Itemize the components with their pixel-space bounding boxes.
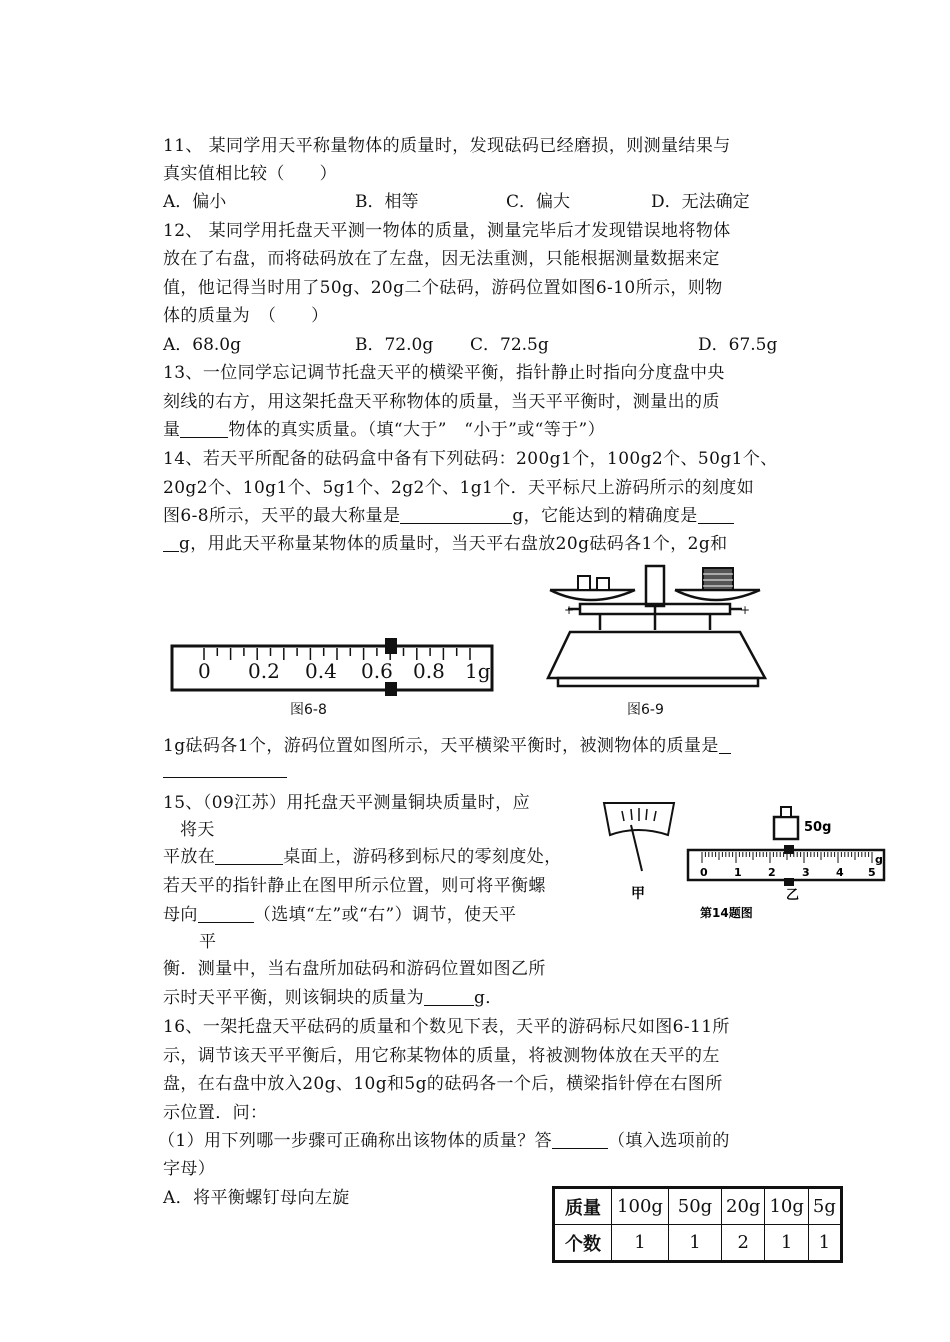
table-cell: 50g [669, 1188, 722, 1225]
q16-line2: 示，调节该天平平衡后，用它称某物体的质量，将被测物体放在天平的左 [163, 1046, 720, 1066]
q12-option-c: C．72.5g [470, 335, 549, 355]
fig-jia-label: 甲 [631, 886, 645, 902]
scale-label: 3 [802, 866, 810, 879]
table-cell: 1 [612, 1225, 669, 1262]
table-cell: 2 [722, 1225, 765, 1262]
table-cell: 1 [669, 1225, 722, 1262]
table-cell: 20g [722, 1188, 765, 1225]
q15-mass-blank[interactable] [424, 987, 474, 1006]
scale-label: 0 [700, 866, 708, 879]
q15-line4c: 平 [199, 932, 217, 952]
q12-line3: 值，他记得当时用了50g、20g二个砝码，游码位置如图6-10所示，则物 [163, 278, 723, 298]
q12-option-a: A．68.0g [163, 335, 242, 355]
figure-6-8-caption: 图6-8 [290, 702, 327, 718]
q15-line5: 衡．测量中，当右盘所加砝码和游码位置如图乙所 [163, 959, 546, 979]
scale-label: 4 [836, 866, 844, 879]
q14-line4-text: g，用此天平称量某物体的质量时，当天平右盘放20g砝码各1个，2g和 [179, 534, 728, 554]
q16-line4: 示位置．问： [163, 1103, 268, 1123]
q13-line2: 刻线的右方，用这架托盘天平称物体的质量，当天平平衡时，测量出的质 [163, 392, 720, 412]
q16-line1: 16、一架托盘天平砝码的质量和个数见下表，天平的游码标尺如图6-11所 [163, 1017, 730, 1037]
q12-line1: 12、 某同学用托盘天平测一物体的质量，测量完毕后才发现错误地将物体 [163, 221, 731, 241]
q15-line2-start: 平放在 [163, 847, 216, 867]
q16-line5-start: （1）用下列哪一步骤可正确称出该物体的质量？答 [158, 1131, 553, 1151]
q14-mass-blank-cont[interactable] [163, 777, 287, 778]
q14-max-blank[interactable] [400, 505, 512, 524]
fig-weight-label: 50g [804, 820, 832, 835]
q16-line5-end: （填入选项前的 [608, 1131, 730, 1151]
q15-line3: 若天平的指针静止在图甲所示位置，则可将平衡螺 [163, 876, 546, 896]
scale-label: 5 [868, 866, 876, 879]
q15-line6 [163, 986, 503, 1010]
weights-table [552, 1186, 843, 1263]
q12-option-d: D．67.5g [698, 335, 778, 355]
q15-surface-blank[interactable] [215, 846, 283, 865]
q15-line2 [163, 845, 562, 869]
table-header: 个数 [554, 1225, 612, 1262]
scale-label: 2 [768, 866, 776, 879]
figure-6-9-caption: 图6-9 [627, 702, 664, 718]
table-cell: 100g [612, 1188, 669, 1225]
scale-label: 0.8 [413, 659, 445, 683]
q16-line3: 盘，在右盘中放入20g、10g和5g的砝码各一个后，横梁指针停在右图所 [163, 1074, 723, 1094]
q14-line5-text: 1g砝码各1个，游码位置如图所示，天平横梁平衡时，被测物体的质量是 [163, 736, 719, 756]
table-cell: 1 [808, 1225, 841, 1262]
q16-line6: 字母） [163, 1159, 216, 1179]
scale-label: 0.4 [305, 659, 337, 683]
q14-line3-start: 图6-8所示，天平的最大称量是 [163, 506, 401, 526]
q15-line6-start: 示时天平平衡，则该铜块的质量为 [163, 988, 424, 1008]
rider-bottom [784, 878, 794, 886]
q12-line4: 体的质量为 （ ） [163, 306, 329, 326]
q13-answer-blank[interactable] [180, 419, 228, 438]
q15-line2-end: 桌面上，游码移到标尺的零刻度处， [283, 847, 562, 867]
rider-top [385, 638, 397, 654]
q11-option-d: D．无法确定 [651, 192, 750, 212]
q13-line3-start: 量 [163, 420, 181, 440]
table-cell: 10g [765, 1188, 808, 1225]
scale-label: 1g [465, 659, 491, 683]
q11-line1: 11、 某同学用天平称量物体的质量时，发现砝码已经磨损，则测量结果与 [163, 136, 731, 156]
q14-line5 [163, 734, 731, 758]
q13-line1: 13、一位同学忘记调节托盘天平的横梁平衡，指针静止时指向分度盘中央 [163, 363, 725, 383]
q12-line2: 放在了右盘，而将砝码放在了左盘，因无法重测，只能根据测量数据来定 [163, 249, 720, 269]
q14-line1: 14、若天平所配备的砝码盒中备有下列砝码：200g1个，100g2个、50g1个、 [163, 449, 778, 469]
table-header: 质量 [554, 1188, 612, 1225]
table-cell: 1 [765, 1225, 808, 1262]
scale-label: 0.6 [361, 659, 393, 683]
scale-label: 0.2 [248, 659, 280, 683]
rider-top [784, 845, 794, 854]
q15-figure [596, 795, 896, 925]
table-cell: 5g [808, 1188, 841, 1225]
q15-line6-end: g． [474, 988, 503, 1008]
q15-direction-blank[interactable] [198, 904, 254, 923]
q16-option-a: A．将平衡螺钉母向左旋 [163, 1188, 350, 1208]
q14-mass-blank[interactable] [719, 735, 731, 754]
q15-line4 [163, 903, 516, 927]
table-row [554, 1225, 842, 1262]
scale-label: 0 [198, 659, 211, 683]
q15-figure-caption: 第14题图 [700, 906, 753, 920]
q16-answer-blank[interactable] [552, 1130, 608, 1149]
q11-option-c: C．偏大 [506, 192, 571, 212]
q15-line4-start: 母向 [163, 905, 198, 925]
q14-line4 [163, 532, 728, 556]
figure-6-8-scale [168, 636, 498, 696]
svg-text:+: + [740, 603, 751, 617]
q15-line4-end: （选填“左”或“右”）调节，使天平 [253, 905, 517, 925]
table-row [554, 1188, 842, 1225]
q12-option-b: B．72.0g [355, 335, 434, 355]
q11-option-a: A．偏小 [163, 192, 227, 212]
q14-precision-blank[interactable] [698, 505, 734, 524]
q14-line2: 20g2个、10g1个、5g1个、2g2个、1g1个．天平标尺上游码所示的刻度如 [163, 478, 755, 498]
q15-line1: 15、（09江苏）用托盘天平测量铜块质量时，应 [163, 793, 530, 813]
q11-line2: 真实值相比较（ ） [163, 164, 337, 184]
q15-line1b: 将天 [180, 820, 215, 840]
fig-yi-label: 乙 [786, 888, 800, 903]
q14-precision-blank-cont[interactable] [163, 533, 179, 552]
q14-line3-mid: g，它能达到的精确度是 [512, 506, 698, 526]
q16-line5 [158, 1129, 730, 1153]
rider-bottom [385, 682, 397, 696]
figure-6-9-balance [540, 560, 810, 692]
q11-option-b: B．相等 [355, 192, 419, 212]
q14-line3 [163, 504, 734, 528]
scale-label: 1 [734, 866, 742, 879]
svg-text:+: + [564, 603, 575, 617]
scale-unit: g [875, 853, 883, 866]
q13-line3-end: 物体的真实质量。（填“大于” “小于”或“等于”） [228, 420, 606, 440]
q13-line3 [163, 418, 605, 442]
